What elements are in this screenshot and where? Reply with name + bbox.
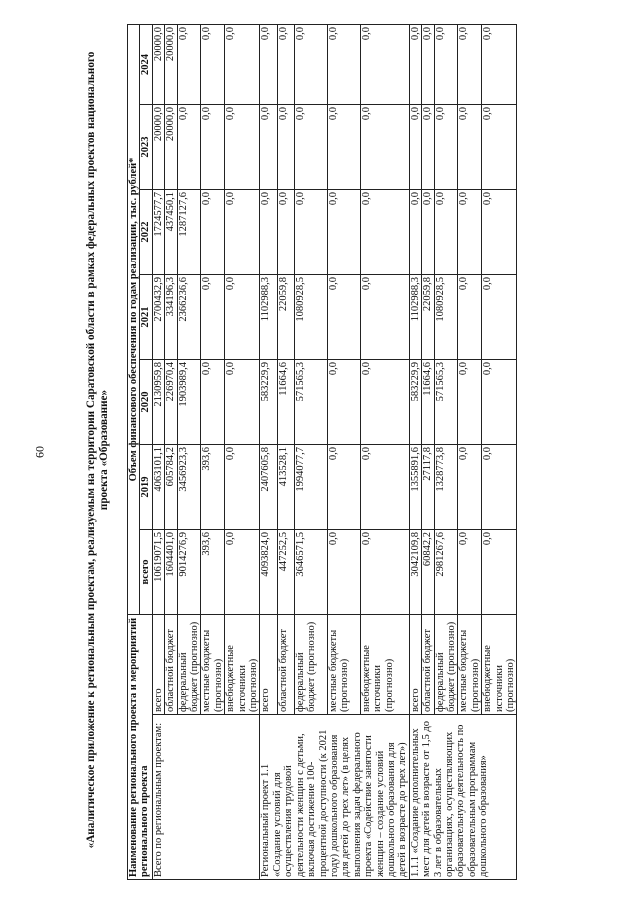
value-cell: 20000,0	[152, 105, 164, 190]
value-cell: 0,0	[458, 445, 482, 530]
value-cell: 11664,6	[277, 360, 294, 445]
value-cell: 0,0	[201, 275, 225, 360]
value-cell: 0,0	[327, 275, 360, 360]
value-cell: 0,0	[277, 24, 294, 104]
funding-source-cell: внебюджетные источники (прогнозно)	[482, 615, 517, 715]
value-cell: 3456923,3	[177, 445, 201, 530]
value-cell: 0,0	[482, 24, 517, 104]
value-cell: 1355891,6	[409, 445, 421, 530]
value-cell: 20000,0	[165, 105, 177, 190]
value-cell: 0,0	[327, 190, 360, 275]
value-cell: 1724577,7	[152, 190, 164, 275]
value-cell: 0,0	[409, 105, 421, 190]
funding-source-cell: внебюджетные источники (прогнозно)	[360, 615, 409, 715]
value-cell: 0,0	[327, 530, 360, 615]
value-cell: 1604401,0	[165, 530, 177, 615]
value-cell: 0,0	[294, 24, 327, 104]
funding-source-cell: всего	[152, 615, 164, 715]
value-cell: 0,0	[360, 445, 409, 530]
value-cell: 0,0	[482, 105, 517, 190]
value-cell: 0,0	[177, 24, 201, 104]
value-cell: 0,0	[482, 530, 517, 615]
value-cell: 0,0	[327, 105, 360, 190]
value-cell: 1102988,3	[409, 275, 421, 360]
value-cell: 0,0	[327, 360, 360, 445]
value-cell: 11664,6	[422, 360, 434, 445]
value-cell: 393,6	[201, 445, 225, 530]
value-cell: 0,0	[277, 105, 294, 190]
header-col-2022: 2022	[140, 190, 152, 275]
header-col-2019: 2019	[140, 445, 152, 530]
value-cell: 0,0	[327, 445, 360, 530]
funding-source-cell: всего	[409, 615, 421, 715]
funding-source-cell: областной бюджет	[422, 615, 434, 715]
value-cell: 605784,2	[165, 445, 177, 530]
value-cell: 1102988,3	[260, 275, 277, 360]
value-cell: 0,0	[201, 24, 225, 104]
funding-source-cell: внебюджетные источники (прогнозно)	[225, 615, 260, 715]
header-name: Наименование регионального проекта и мероприятий регионального проекта	[128, 615, 153, 880]
value-cell: 0,0	[434, 24, 458, 104]
value-cell: 3646571,5	[294, 530, 327, 615]
value-cell: 22059,8	[277, 275, 294, 360]
value-cell: 0,0	[201, 360, 225, 445]
header-funding: Объем финансового обеспечения по годам реализации, тыс. рублей*	[128, 24, 140, 614]
funding-source-cell: федеральный бюджет (прогнозно)	[294, 615, 327, 715]
value-cell: 0,0	[360, 190, 409, 275]
value-cell: 0,0	[458, 275, 482, 360]
value-cell: 413528,1	[277, 445, 294, 530]
value-cell: 0,0	[434, 105, 458, 190]
funding-source-cell: федеральный бюджет (прогнозно)	[434, 615, 458, 715]
value-cell: 393,6	[201, 530, 225, 615]
value-cell: 2407605,8	[260, 445, 277, 530]
value-cell: 0,0	[177, 105, 201, 190]
value-cell: 20000,0	[165, 24, 177, 104]
value-cell: 2981267,6	[434, 530, 458, 615]
value-cell: 226970,4	[165, 360, 177, 445]
header-row-1	[128, 24, 140, 879]
value-cell: 1287127,6	[177, 190, 201, 275]
value-cell: 1994077,7	[294, 445, 327, 530]
value-cell: 0,0	[482, 445, 517, 530]
value-cell: 1080928,5	[434, 275, 458, 360]
value-cell: 0,0	[360, 360, 409, 445]
funding-source-cell: местные бюджеты (прогнозно)	[327, 615, 360, 715]
value-cell: 0,0	[409, 24, 421, 104]
value-cell: 0,0	[422, 190, 434, 275]
header-col-2023: 2023	[140, 105, 152, 190]
value-cell: 60842,2	[422, 530, 434, 615]
value-cell: 0,0	[409, 190, 421, 275]
value-cell: 571565,3	[294, 360, 327, 445]
value-cell: 0,0	[225, 360, 260, 445]
project-name-cell: Всего по региональным проектам:	[152, 715, 260, 880]
value-cell: 0,0	[360, 105, 409, 190]
value-cell: 22059,8	[422, 275, 434, 360]
header-col-2021: 2021	[140, 275, 152, 360]
value-cell: 0,0	[327, 24, 360, 104]
value-cell: 571565,3	[434, 360, 458, 445]
value-cell: 334196,3	[165, 275, 177, 360]
value-cell: 0,0	[294, 190, 327, 275]
value-cell: 0,0	[422, 24, 434, 104]
value-cell: 0,0	[482, 360, 517, 445]
value-cell: 4063101,1	[152, 445, 164, 530]
table-row	[409, 24, 421, 879]
value-cell: 0,0	[360, 275, 409, 360]
value-cell: 0,0	[482, 275, 517, 360]
value-cell: 0,0	[260, 24, 277, 104]
value-cell: 3042109,8	[409, 530, 421, 615]
value-cell: 0,0	[458, 105, 482, 190]
funding-source-cell: областной бюджет	[165, 615, 177, 715]
value-cell: 2366236,6	[177, 275, 201, 360]
value-cell: 0,0	[482, 190, 517, 275]
value-cell: 0,0	[201, 105, 225, 190]
value-cell: 2700432,9	[152, 275, 164, 360]
table-row	[152, 24, 164, 879]
value-cell: 0,0	[277, 190, 294, 275]
funding-source-cell: федеральный бюджет (прогнозно)	[177, 615, 201, 715]
value-cell: 583229,9	[260, 360, 277, 445]
value-cell: 1080928,5	[294, 275, 327, 360]
value-cell: 27117,8	[422, 445, 434, 530]
value-cell: 9014276,9	[177, 530, 201, 615]
document-caption: «Аналитическое приложение к региональным проектам, реализуемым на территории Саратовской области в рамках федеральных проектов национального проекта «Образование»	[85, 51, 110, 849]
funding-source-cell: местные бюджеты (прогнозно)	[201, 615, 225, 715]
value-cell: 1328773,8	[434, 445, 458, 530]
project-name-cell: Региональный проект 1.1 «Создание условий для осуществления трудовой деятельности женщин с детьми, включая достижение 100-процентной доступности (к 2021 году) дошкольного образования для детей до трех лет» (в целях выполнения задач федерального проекта «Содействие занятости женщин – создание условий дошкольного образования для детей в возрасте до трех лет»)	[260, 715, 409, 880]
value-cell: 0,0	[458, 360, 482, 445]
table-row	[260, 24, 277, 879]
funding-table	[127, 24, 517, 880]
value-cell: 0,0	[360, 24, 409, 104]
value-cell: 0,0	[458, 530, 482, 615]
value-cell: 0,0	[225, 24, 260, 104]
value-cell: 437450,1	[165, 190, 177, 275]
project-name-cell: 1.1.1 «Создание дополнительных мест для детей в возрасте от 1,5 до 3 лет в образовательных организациях, осуществляющих образовательную деятельность по образовательным программам дошкольного образования»	[409, 715, 517, 880]
value-cell: 0,0	[260, 190, 277, 275]
value-cell: 0,0	[225, 105, 260, 190]
value-cell: 1903989,4	[177, 360, 201, 445]
value-cell: 0,0	[201, 190, 225, 275]
value-cell: 4093824,0	[260, 530, 277, 615]
value-cell: 0,0	[458, 24, 482, 104]
header-col-2024: 2024	[140, 24, 152, 104]
header-col-total: всего	[140, 530, 152, 615]
funding-source-cell: областной бюджет	[277, 615, 294, 715]
value-cell: 2130959,8	[152, 360, 164, 445]
header-col-2020: 2020	[140, 360, 152, 445]
funding-source-cell: местные бюджеты (прогнозно)	[458, 615, 482, 715]
funding-source-cell: всего	[260, 615, 277, 715]
page-number: 60	[32, 446, 47, 458]
value-cell: 0,0	[294, 105, 327, 190]
value-cell: 0,0	[225, 190, 260, 275]
value-cell: 0,0	[225, 530, 260, 615]
rotated-page-content	[85, 20, 625, 880]
value-cell: 20000,0	[152, 24, 164, 104]
value-cell: 0,0	[434, 190, 458, 275]
value-cell: 447252,5	[277, 530, 294, 615]
value-cell: 583229,9	[409, 360, 421, 445]
value-cell: 0,0	[225, 445, 260, 530]
value-cell: 0,0	[225, 275, 260, 360]
value-cell: 0,0	[360, 530, 409, 615]
value-cell: 0,0	[260, 105, 277, 190]
value-cell: 0,0	[458, 190, 482, 275]
value-cell: 0,0	[422, 105, 434, 190]
value-cell: 10619071,5	[152, 530, 164, 615]
